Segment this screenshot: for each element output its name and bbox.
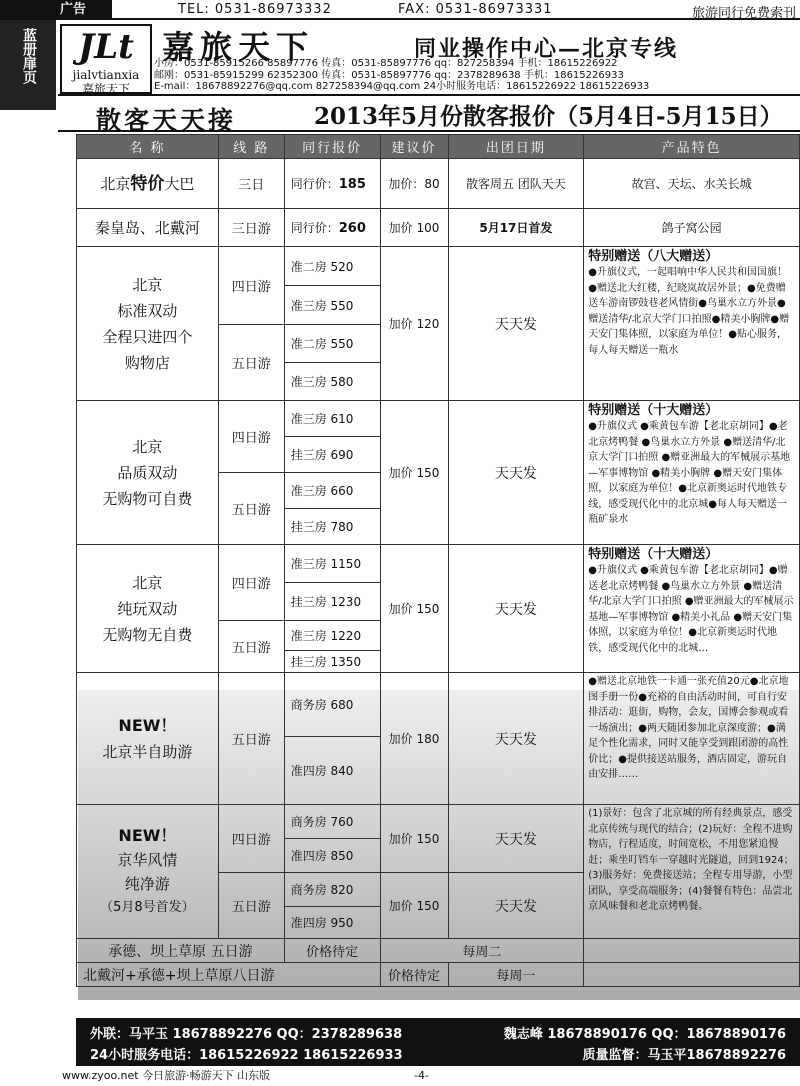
table-row: [77, 209, 800, 247]
tour-price: 挂三房 1350: [284, 651, 380, 673]
tour-features: [584, 963, 800, 987]
tour-features: ●赠送北京地铁一卡通一张充值20元●北京地图手册一份●充裕的自由活动时间，可自行安排活动：逛街，购物，会友，国博会参观或看一场演出；●两天随团参加北京深度游；●满足个性化需求，同时又能享受到跟团游的高性价比；●提供接送站服务，酒店固定，游玩自由安排……: [584, 673, 800, 805]
tour-price: 挂三房 1230: [284, 583, 380, 621]
departure-date: 天天发: [448, 247, 584, 401]
tour-name: 北京特价大巴: [77, 159, 219, 209]
tour-route: 五日游: [218, 621, 284, 673]
page-number: -4-: [414, 1069, 429, 1082]
tour-name: NEW！ 北京半自助游: [77, 673, 219, 805]
departure-date: 天天发: [448, 673, 584, 805]
tour-route: 五日游: [218, 873, 284, 939]
tour-route: 三日游: [218, 209, 284, 247]
departure-date: 天天发: [448, 805, 584, 873]
side-tab: 蓝册扉页: [0, 20, 56, 110]
tour-price: 准三房 610: [284, 401, 380, 437]
tour-price: 挂三房 690: [284, 437, 380, 473]
tour-route: 五日游: [218, 325, 284, 401]
departure-date: 5月17日首发: [448, 209, 584, 247]
tour-name: 秦皇岛、北戴河: [77, 209, 219, 247]
tour-name: NEW！ 京华风情 纯净游 （5月8号首发）: [77, 805, 219, 939]
tour-name: 北京 品质双动 无购物可自费: [77, 401, 219, 545]
tour-price: 准四房 840: [284, 737, 380, 805]
brand-name: 嘉旅天下: [162, 28, 315, 66]
tour-route: 四日游: [218, 247, 284, 325]
col-features: 产品特色: [584, 135, 800, 159]
departure-date: 每周二: [380, 939, 584, 963]
table-header-row: [77, 135, 800, 159]
agency-logo: [60, 24, 152, 94]
tour-price: 价格待定: [284, 939, 380, 963]
departure-date: 每周一: [448, 963, 584, 987]
center-name: 同业操作中心—北京专线: [414, 36, 679, 62]
contact-block: [154, 58, 800, 93]
tour-features: 特别赠送（八大赠送） ●升旗仪式，一起唱响中华人民共和国国旗！●赠送北大红楼，纪晓岚故居外景；●免费赠送车游南锣鼓巷老风情街●鸟巢水立方外景●赠送清华/北京大学门口拍照●精美小胸牌●赠天安门集体照，以家庭为单位！●贴心服务，每人每天赠送一瓶水: [584, 247, 800, 401]
col-route: 线 路: [218, 135, 284, 159]
tour-name: 北京 标准双动 全程只进四个 购物店: [77, 247, 219, 401]
ad-label: 广告: [0, 0, 112, 20]
table-row: [77, 673, 800, 737]
tour-route: 四日游: [218, 401, 284, 473]
contact-line: E-mail：18678892276@qq.com 827258394@qq.com 24小时服务电话：18615226922 18615226933: [154, 81, 650, 92]
tel-number: TEL: 0531-86973332: [178, 2, 332, 17]
tour-features: 故宫、天坛、水关长城: [584, 159, 800, 209]
col-suggested: 建议价: [380, 135, 448, 159]
tour-price: 准三房 1150: [284, 545, 380, 583]
tour-price: 商务房 820: [284, 873, 380, 907]
tour-price: 同行价：185: [284, 159, 380, 209]
tour-price: 商务房 760: [284, 805, 380, 839]
contact-line: 小房：0531-85915266 85897776 传真：0531-85897776 qq：827258394 手机：18615226922: [154, 58, 618, 69]
tour-price: 准三房 1220: [284, 621, 380, 651]
sales-contact-2: 魏志峰 18678890176 QQ：18678890176: [503, 1027, 786, 1042]
publication-line: www.zyoo.net 今日旅游·畅游天下 山东版: [62, 1069, 271, 1082]
sales-contact: 外联：马平玉 18678892276 QQ：2378289638: [90, 1027, 403, 1042]
hotline: 24小时服务电话：18615226922 18615226933: [90, 1048, 403, 1063]
tour-price: 挂三房 780: [284, 509, 380, 545]
tour-price: 准二房 520: [284, 247, 380, 286]
departure-date: 天天发: [448, 873, 584, 939]
col-name: 名 称: [77, 135, 219, 159]
page-title: 2013年5月份散客报价（5月4日-5月15日）: [314, 103, 783, 130]
logo-mark: JLt: [78, 27, 134, 67]
tour-features: [584, 939, 800, 963]
table-row: [77, 545, 800, 583]
tour-route: 五日游: [218, 673, 284, 805]
table-row: [77, 159, 800, 209]
agency-header: [58, 22, 800, 96]
col-departure: 出团日期: [448, 135, 584, 159]
new-badge: NEW！: [118, 825, 177, 845]
tour-price: 同行价：260: [284, 209, 380, 247]
new-badge: NEW！: [118, 715, 177, 735]
suggested-price: 加价 100: [380, 209, 448, 247]
tour-features: 鸽子窝公园: [584, 209, 800, 247]
tour-price: 准四房 950: [284, 907, 380, 939]
contact-line: 邮刚：0531-85915299 62352300 传真：0531-85897776 qq：2378289638 手机：18615226933: [154, 69, 624, 81]
tour-features: (1)景好：包含了北京城的所有经典景点，感受北京传统与现代的结合；(2)玩好：全程不进购物店，行程适度，时间宽松，不用您紧追慢赶；乘坐叮铛车一穿越时光隧道，回到1924；(3)服务好：免费接送站；全程专用导游，小型团队，享受高端服务；(4)餐餐有特色：品尝北京风味餐和老北京烤鸭餐。: [584, 805, 800, 939]
departure-date: 天天发: [448, 401, 584, 545]
suggested-price: 加价 150: [380, 401, 448, 545]
suggested-price: 加价 150: [380, 805, 448, 873]
logo-name: 嘉旅天下: [81, 82, 130, 96]
tour-price: 准三房 660: [284, 473, 380, 509]
suggested-price: 加价 120: [380, 247, 448, 401]
col-price: 同行报价: [284, 135, 380, 159]
left-margin: [56, 134, 76, 1066]
tour-route: 三日: [218, 159, 284, 209]
tour-price: 商务房 680: [284, 673, 380, 737]
logo-pinyin: jialvtianxia: [72, 68, 140, 82]
suggested-price: 加价：80: [380, 159, 448, 209]
top-bar: [0, 0, 800, 20]
departure-date: 天天发: [448, 545, 584, 673]
tour-route: 四日游: [218, 545, 284, 621]
table-row: [77, 401, 800, 437]
tour-features: 特别赠送（十大赠送） ●升旗仪式 ●乘黄包车游【老北京胡同】●赠送老北京烤鸭餐 ●鸟巢水立方外景 ●赠送清华/北京大学门口拍照 ●赠亚洲最大的军械展示基地—军事博物馆 ●精美小礼品 ●赠天安门集体照，以家庭为单位！●北京新奥运时代地铁，感受现代化中的北城…: [584, 545, 800, 673]
suggested-price: 加价 180: [380, 673, 448, 805]
title-bar: [58, 98, 800, 135]
tour-price: 准三房 550: [284, 286, 380, 325]
daily-slogan: 散客天天接: [96, 106, 237, 135]
tour-price: 准三房 580: [284, 363, 380, 401]
table-row: [77, 963, 800, 987]
tour-price: 价格待定: [380, 963, 448, 987]
tour-name: 北京 纯玩双动 无购物无自费: [77, 545, 219, 673]
fax-number: FAX: 0531-86973331: [398, 2, 553, 17]
departure-date: 散客周五 团队天天: [448, 159, 584, 209]
quality-supervision: 质量监督：马玉平18678892276: [582, 1048, 786, 1063]
table-row: [77, 247, 800, 286]
tour-route: 四日游: [218, 805, 284, 873]
tour-name: 北戴河+承德+坝上草原八日游: [77, 963, 381, 987]
tour-route: 五日游: [218, 473, 284, 545]
table-row: [77, 805, 800, 839]
price-table: [76, 134, 800, 987]
suggested-price: 加价 150: [380, 545, 448, 673]
contact-footer: [76, 1018, 800, 1066]
tour-name: 承德、坝上草原 五日游: [77, 939, 285, 963]
tour-price: 准二房 550: [284, 325, 380, 363]
page-footer: [0, 1066, 800, 1086]
tour-features: 特别赠送（十大赠送） ●升旗仪式 ●乘黄包车游【老北京胡同】●老北京烤鸭餐 ●鸟巢水立方外景 ●赠送清华/北京大学门口拍照 ●赠亚洲最大的军械展示基地—军事博物馆 ●精美小胸牌 ●赠天安门集体照，以家庭为单位！●北京新奥运时代地铁专线，感受现代化中的北京城●每人每天赠送一瓶矿泉水: [584, 401, 800, 545]
table-row: [77, 939, 800, 963]
free-brochure-note: 旅游同行免费索刊: [691, 6, 796, 21]
tour-price: 准四房 850: [284, 839, 380, 873]
suggested-price: 加价 150: [380, 873, 448, 939]
